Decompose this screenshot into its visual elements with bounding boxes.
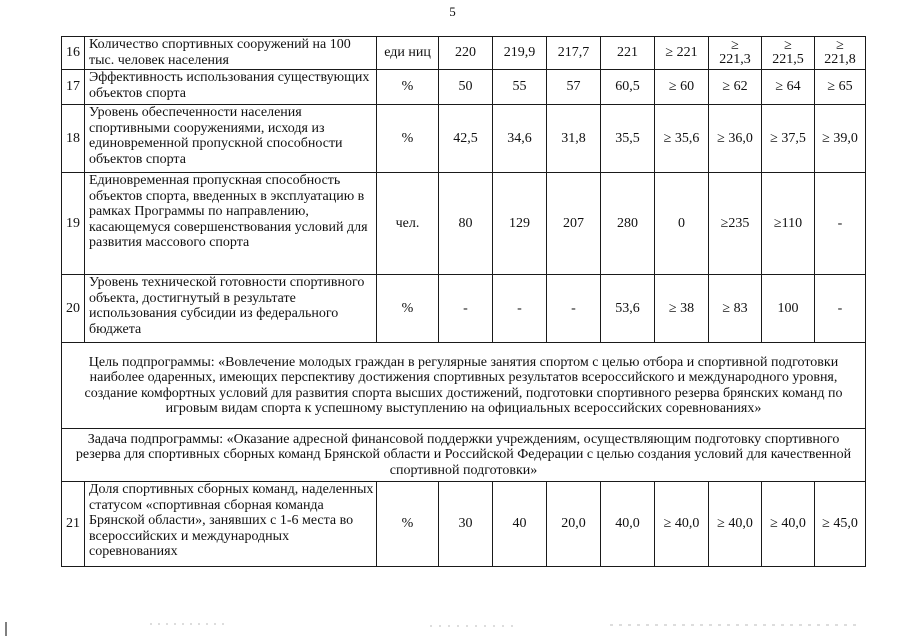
- row-number: 17: [62, 70, 85, 105]
- value-cell: 35,5: [601, 105, 655, 173]
- value-cell: 42,5: [439, 105, 493, 173]
- value-cell: ≥235: [709, 173, 762, 275]
- value-cell: 221: [601, 37, 655, 70]
- value-cell: 34,6: [493, 105, 547, 173]
- value-cell: ≥ 38: [655, 275, 709, 343]
- value-cell: 100: [762, 275, 815, 343]
- ge-value: 221,3: [719, 52, 751, 67]
- subprogram-goal: Цель подпрограммы: «Вовлечение молодых граждан в регулярные занятия спортом с целью отбора и спортивной подготовки наиболее одаренных, имеющих перспективу достижения спортивных результатов всероссийского и международного уровня, создание комфортных условий для развития спорта высших достижений, подготовки спортивного резерва брянских команд по игровым видам спорта к успешному выступлению на официальных всероссийских соревнованиях»: [62, 343, 866, 429]
- table-row: [62, 70, 866, 105]
- table-row: [62, 173, 866, 275]
- subprogram-task: Задача подпрограммы: «Оказание адресной финансовой поддержки учреждениям, осуществляющим подготовку спортивного резерва для спортивных сборных команд Брянской области и Российской Федерации с целью создания условий для качественной спортивной подготовки»: [62, 429, 866, 482]
- value-cell: ≥ 35,6: [655, 105, 709, 173]
- indicator-name: Единовременная пропускная способность объектов спорта, введенных в эксплуатацию в рамках Программы по направлению, касающемуся совершенствования условий для развития массового спорта: [85, 173, 377, 275]
- value-cell: [762, 37, 815, 70]
- value-cell: ≥ 40,0: [762, 482, 815, 567]
- value-cell: 129: [493, 173, 547, 275]
- ge-symbol: ≥: [731, 38, 739, 53]
- indicator-name: Доля спортивных сборных команд, наделенных статусом «спортивная сборная команда Брянской области», занявших с 1-6 места во всероссийских и международных соревнованиях: [85, 482, 377, 567]
- value-cell: -: [493, 275, 547, 343]
- value-cell: 40,0: [601, 482, 655, 567]
- value-cell: 280: [601, 173, 655, 275]
- value-cell: 220: [439, 37, 493, 70]
- value-cell: ≥110: [762, 173, 815, 275]
- value-cell: ≥ 39,0: [815, 105, 866, 173]
- value-cell: 53,6: [601, 275, 655, 343]
- value-cell: 80: [439, 173, 493, 275]
- ge-value: 221,5: [772, 52, 804, 67]
- value-cell: ≥ 83: [709, 275, 762, 343]
- value-cell: 207: [547, 173, 601, 275]
- indicator-name: Уровень технической готовности спортивного объекта, достигнутый в результате использования субсидии из федерального бюджета: [85, 275, 377, 343]
- value-cell: 0: [655, 173, 709, 275]
- indicator-name: Эффективность использования существующих объектов спорта: [85, 70, 377, 105]
- ge-symbol: ≥: [836, 38, 844, 53]
- unit-cell: еди ниц: [377, 37, 439, 70]
- value-cell: ≥ 64: [762, 70, 815, 105]
- unit-cell: %: [377, 105, 439, 173]
- value-cell: [815, 37, 866, 70]
- row-number: 20: [62, 275, 85, 343]
- value-cell: -: [815, 275, 866, 343]
- value-cell: ≥ 40,0: [709, 482, 762, 567]
- row-number: 21: [62, 482, 85, 567]
- unit-cell: %: [377, 275, 439, 343]
- row-number: 19: [62, 173, 85, 275]
- value-cell: 60,5: [601, 70, 655, 105]
- ge-symbol: ≥: [784, 38, 792, 53]
- ge-value: 221,8: [824, 52, 856, 67]
- value-cell: 20,0: [547, 482, 601, 567]
- value-cell: ≥ 40,0: [655, 482, 709, 567]
- table-row: [62, 275, 866, 343]
- value-cell: -: [439, 275, 493, 343]
- value-cell: 217,7: [547, 37, 601, 70]
- value-cell: ≥ 221: [655, 37, 709, 70]
- value-cell: -: [815, 173, 866, 275]
- value-cell: 30: [439, 482, 493, 567]
- value-cell: ≥ 62: [709, 70, 762, 105]
- value-cell: 50: [439, 70, 493, 105]
- unit-cell: %: [377, 70, 439, 105]
- indicator-name: Количество спортивных сооружений на 100 тыс. человек населения: [85, 37, 377, 70]
- unit-cell: чел.: [377, 173, 439, 275]
- row-number: 16: [62, 37, 85, 70]
- task-row: [62, 429, 866, 482]
- unit-cell: %: [377, 482, 439, 567]
- value-cell: 57: [547, 70, 601, 105]
- value-cell: 40: [493, 482, 547, 567]
- value-cell: 55: [493, 70, 547, 105]
- indicators-table: [61, 36, 866, 567]
- value-cell: -: [547, 275, 601, 343]
- row-number: 18: [62, 105, 85, 173]
- scan-artifacts: [0, 600, 905, 640]
- page-number: 5: [449, 4, 456, 19]
- value-cell: 31,8: [547, 105, 601, 173]
- value-cell: ≥ 37,5: [762, 105, 815, 173]
- goal-row: [62, 343, 866, 429]
- table-row: [62, 37, 866, 70]
- indicator-name: Уровень обеспеченности населения спортивными сооружениями, исходя из единовременной пропускной способности объектов спорта: [85, 105, 377, 173]
- value-cell: 219,9: [493, 37, 547, 70]
- value-cell: ≥ 65: [815, 70, 866, 105]
- value-cell: ≥ 45,0: [815, 482, 866, 567]
- table-row: [62, 482, 866, 567]
- value-cell: ≥ 60: [655, 70, 709, 105]
- value-cell: [709, 37, 762, 70]
- value-cell: ≥ 36,0: [709, 105, 762, 173]
- table-row: [62, 105, 866, 173]
